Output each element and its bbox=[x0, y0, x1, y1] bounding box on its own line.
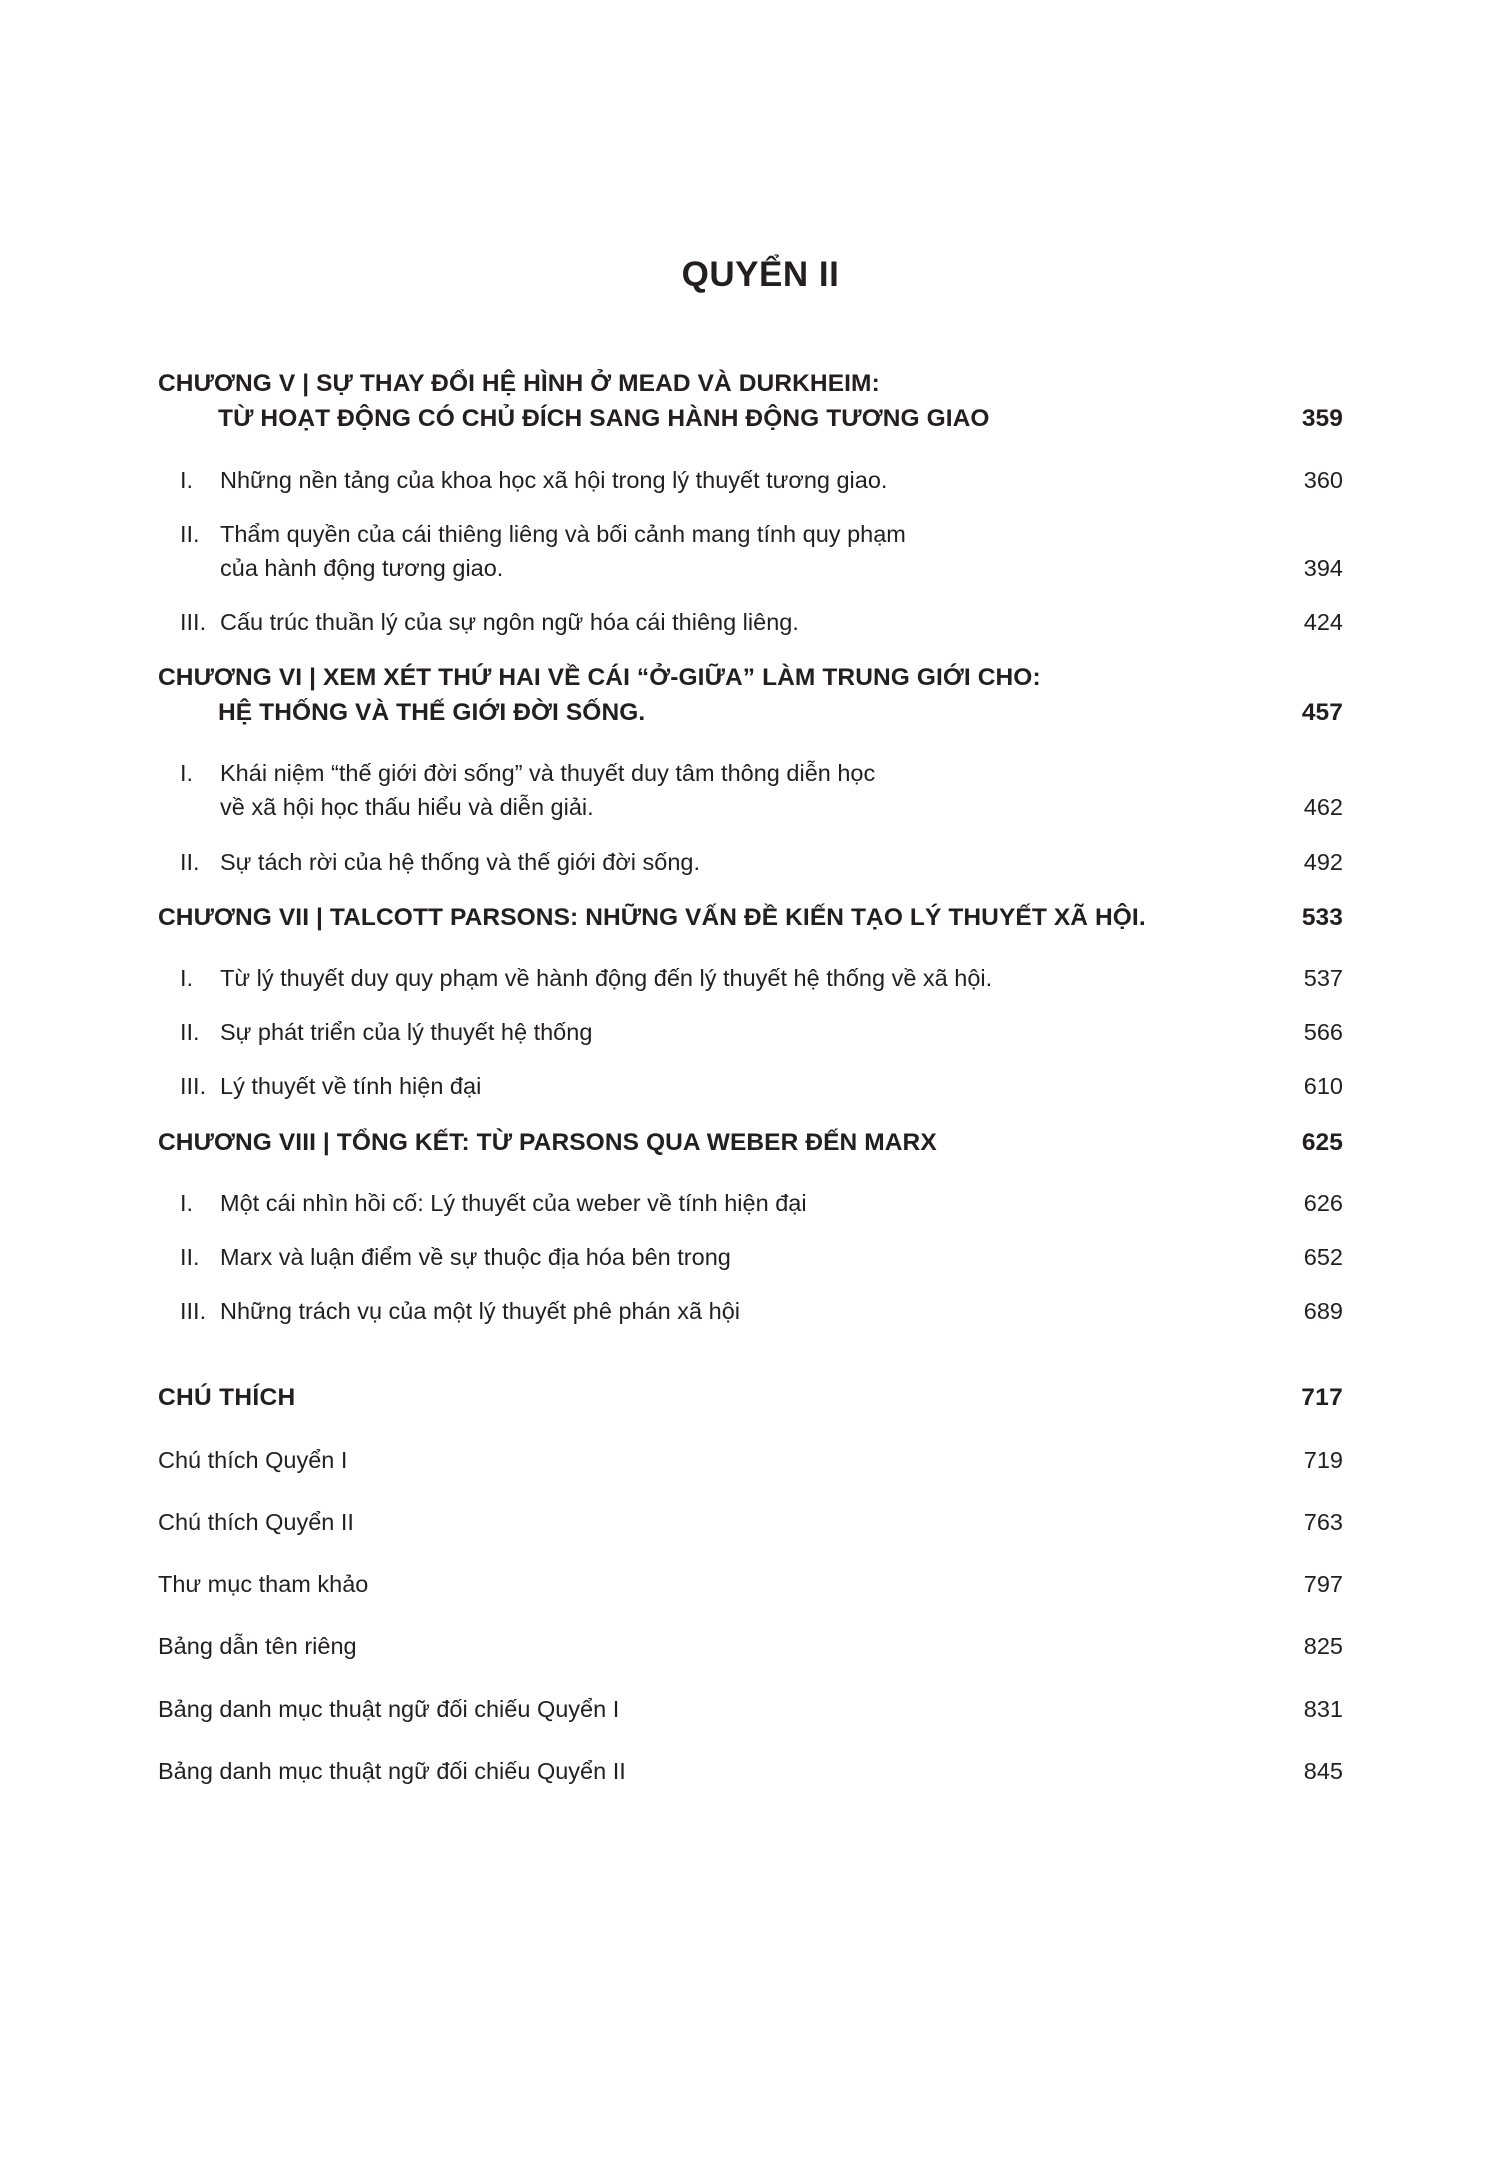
section-title bbox=[220, 1186, 1251, 1220]
section-numeral: I. bbox=[180, 965, 194, 992]
chapter-heading-line1: CHƯƠNG VIII | TỔNG KẾT: TỪ PARSONS QUA WEBER ĐẾN MARX bbox=[158, 1128, 937, 1156]
notes-heading: CHÚ THÍCH bbox=[158, 1383, 296, 1411]
section-page-number: 566 bbox=[1303, 1019, 1343, 1046]
toc-section[interactable] bbox=[158, 756, 1343, 824]
toc-chapter[interactable] bbox=[158, 901, 1343, 936]
toc-section[interactable] bbox=[158, 463, 1343, 497]
section-numeral: I. bbox=[180, 1190, 194, 1217]
spacer bbox=[158, 879, 1343, 901]
section-title-line1: Một cái nhìn hồi cố: Lý thuyết của weber về tính hiện đại bbox=[220, 1190, 807, 1217]
toc-section[interactable] bbox=[158, 961, 1343, 995]
chapter-heading-text bbox=[158, 367, 1251, 437]
section-title bbox=[220, 605, 1251, 639]
chapter-heading-row bbox=[158, 367, 1343, 437]
section-title bbox=[220, 1294, 1251, 1328]
backmatter-label: Bảng danh mục thuật ngữ đối chiếu Quyển I bbox=[158, 1695, 620, 1722]
backmatter-page-number: 845 bbox=[1303, 1757, 1343, 1784]
section-title bbox=[220, 961, 1251, 995]
section-title-line1: Cấu trúc thuần lý của sự ngôn ngữ hóa cái thiêng liêng. bbox=[220, 608, 799, 635]
section-title-line1: Thẩm quyền của cái thiêng liêng và bối cảnh mang tính quy phạm bbox=[220, 520, 906, 547]
section-title-line1: Lý thuyết về tính hiện đại bbox=[220, 1073, 482, 1100]
chapter-page-number: 533 bbox=[1301, 903, 1343, 931]
chapter-page-number: 359 bbox=[1301, 404, 1343, 432]
section-title-line2: về xã hội học thấu hiểu và diễn giải. bbox=[220, 794, 594, 821]
chapter-heading-line2: HỆ THỐNG VÀ THẾ GIỚI ĐỜI SỐNG. bbox=[218, 698, 646, 726]
chapter-heading-line1: CHƯƠNG VI | XEM XÉT THỨ HAI VỀ CÁI “Ở-GIỮA” LÀM TRUNG GIỚI CHO: bbox=[158, 663, 1041, 691]
chapter-heading-row bbox=[158, 1126, 1343, 1161]
spacer bbox=[158, 1104, 1343, 1126]
notes-heading-row[interactable] bbox=[158, 1381, 1343, 1416]
chapter-heading-line1: CHƯƠNG VII | TALCOTT PARSONS: NHỮNG VẤN ĐỀ KIẾN TẠO LÝ THUYẾT XÃ HỘI. bbox=[158, 903, 1146, 931]
section-title bbox=[220, 1240, 1251, 1274]
section-title-line1: Sự tách rời của hệ thống và thế giới đời sống. bbox=[220, 848, 701, 875]
section-numeral: II. bbox=[180, 848, 200, 875]
toc-section[interactable] bbox=[158, 517, 1343, 585]
section-numeral: II. bbox=[180, 1244, 200, 1271]
section-title bbox=[220, 1069, 1251, 1103]
backmatter-label: Bảng danh mục thuật ngữ đối chiếu Quyển II bbox=[158, 1757, 626, 1784]
toc-section[interactable] bbox=[158, 1069, 1343, 1103]
toc-content bbox=[158, 255, 1343, 1788]
backmatter-page-number: 825 bbox=[1303, 1633, 1343, 1660]
chapter-heading-row bbox=[158, 901, 1343, 936]
section-page-number: 626 bbox=[1303, 1190, 1343, 1217]
section-title-line1: Những trách vụ của một lý thuyết phê phán xã hội bbox=[220, 1298, 740, 1325]
toc-backmatter-row[interactable] bbox=[158, 1629, 1343, 1663]
backmatter-page-number: 719 bbox=[1303, 1447, 1343, 1474]
toc-section[interactable] bbox=[158, 1240, 1343, 1274]
backmatter-page-number: 797 bbox=[1303, 1571, 1343, 1598]
section-title-line1: Khái niệm “thế giới đời sống” và thuyết duy tâm thông diễn học bbox=[220, 760, 876, 787]
toc-section[interactable] bbox=[158, 1015, 1343, 1049]
toc-section[interactable] bbox=[158, 605, 1343, 639]
section-title bbox=[220, 517, 1251, 585]
section-title bbox=[220, 756, 1251, 824]
section-title-line1: Sự phát triển của lý thuyết hệ thống bbox=[220, 1019, 593, 1046]
section-title-line2: của hành động tương giao. bbox=[220, 554, 504, 581]
section-numeral: I. bbox=[180, 760, 194, 787]
section-page-number: 462 bbox=[1303, 794, 1343, 821]
section-title-line1: Những nền tảng của khoa học xã hội trong lý thuyết tương giao. bbox=[220, 466, 888, 493]
section-numeral: II. bbox=[180, 1019, 200, 1046]
toc-chapter[interactable] bbox=[158, 661, 1343, 731]
chapter-heading-text bbox=[158, 661, 1251, 731]
chapter-page-number: 457 bbox=[1301, 698, 1343, 726]
chapter-heading-line2: TỪ HOẠT ĐỘNG CÓ CHỦ ĐÍCH SANG HÀNH ĐỘNG TƯƠNG GIAO bbox=[218, 404, 990, 432]
section-title-line1: Từ lý thuyết duy quy phạm về hành động đến lý thuyết hệ thống về xã hội. bbox=[220, 965, 993, 992]
section-numeral: III. bbox=[180, 608, 207, 635]
section-numeral: III. bbox=[180, 1298, 207, 1325]
section-numeral: I. bbox=[180, 466, 194, 493]
toc-backmatter-row[interactable] bbox=[158, 1692, 1343, 1726]
chapter-heading-text bbox=[158, 901, 1251, 936]
backmatter-label: Chú thích Quyển I bbox=[158, 1447, 348, 1474]
backmatter-label: Thư mục tham khảo bbox=[158, 1571, 369, 1598]
notes-heading-page: 717 bbox=[1301, 1383, 1343, 1411]
chapter-page-number: 625 bbox=[1301, 1128, 1343, 1156]
section-title bbox=[220, 463, 1251, 497]
section-page-number: 424 bbox=[1303, 608, 1343, 635]
toc-section[interactable] bbox=[158, 1294, 1343, 1328]
toc-backmatter-row[interactable] bbox=[158, 1443, 1343, 1477]
section-numeral: III. bbox=[180, 1073, 207, 1100]
chapter-heading-text bbox=[158, 1126, 1251, 1161]
backmatter-page-number: 831 bbox=[1303, 1695, 1343, 1722]
toc-section[interactable] bbox=[158, 1186, 1343, 1220]
backmatter-page-number: 763 bbox=[1303, 1509, 1343, 1536]
toc-chapter[interactable] bbox=[158, 367, 1343, 437]
section-page-number: 492 bbox=[1303, 848, 1343, 875]
section-title bbox=[220, 1015, 1251, 1049]
toc-section[interactable] bbox=[158, 845, 1343, 879]
section-page-number: 652 bbox=[1303, 1244, 1343, 1271]
backmatter-label: Chú thích Quyển II bbox=[158, 1509, 354, 1536]
section-page-number: 689 bbox=[1303, 1298, 1343, 1325]
chapter-heading-line1: CHƯƠNG V | SỰ THAY ĐỔI HỆ HÌNH Ở MEAD VÀ DURKHEIM: bbox=[158, 370, 880, 397]
toc-backmatter-row[interactable] bbox=[158, 1505, 1343, 1539]
chapter-heading-row bbox=[158, 661, 1343, 731]
toc-backmatter-row[interactable] bbox=[158, 1754, 1343, 1788]
section-page-number: 394 bbox=[1303, 554, 1343, 581]
section-title bbox=[220, 845, 1251, 879]
section-page-number: 537 bbox=[1303, 965, 1343, 992]
section-page-number: 610 bbox=[1303, 1073, 1343, 1100]
section-title-line1: Marx và luận điểm về sự thuộc địa hóa bên trong bbox=[220, 1244, 731, 1271]
section-numeral: II. bbox=[180, 520, 200, 547]
toc-backmatter-row[interactable] bbox=[158, 1567, 1343, 1601]
page-title: QUYỂN II bbox=[681, 255, 840, 294]
spacer bbox=[158, 639, 1343, 661]
toc-chapter[interactable] bbox=[158, 1126, 1343, 1161]
backmatter-label: Bảng dẫn tên riêng bbox=[158, 1633, 357, 1660]
section-page-number: 360 bbox=[1303, 466, 1343, 493]
